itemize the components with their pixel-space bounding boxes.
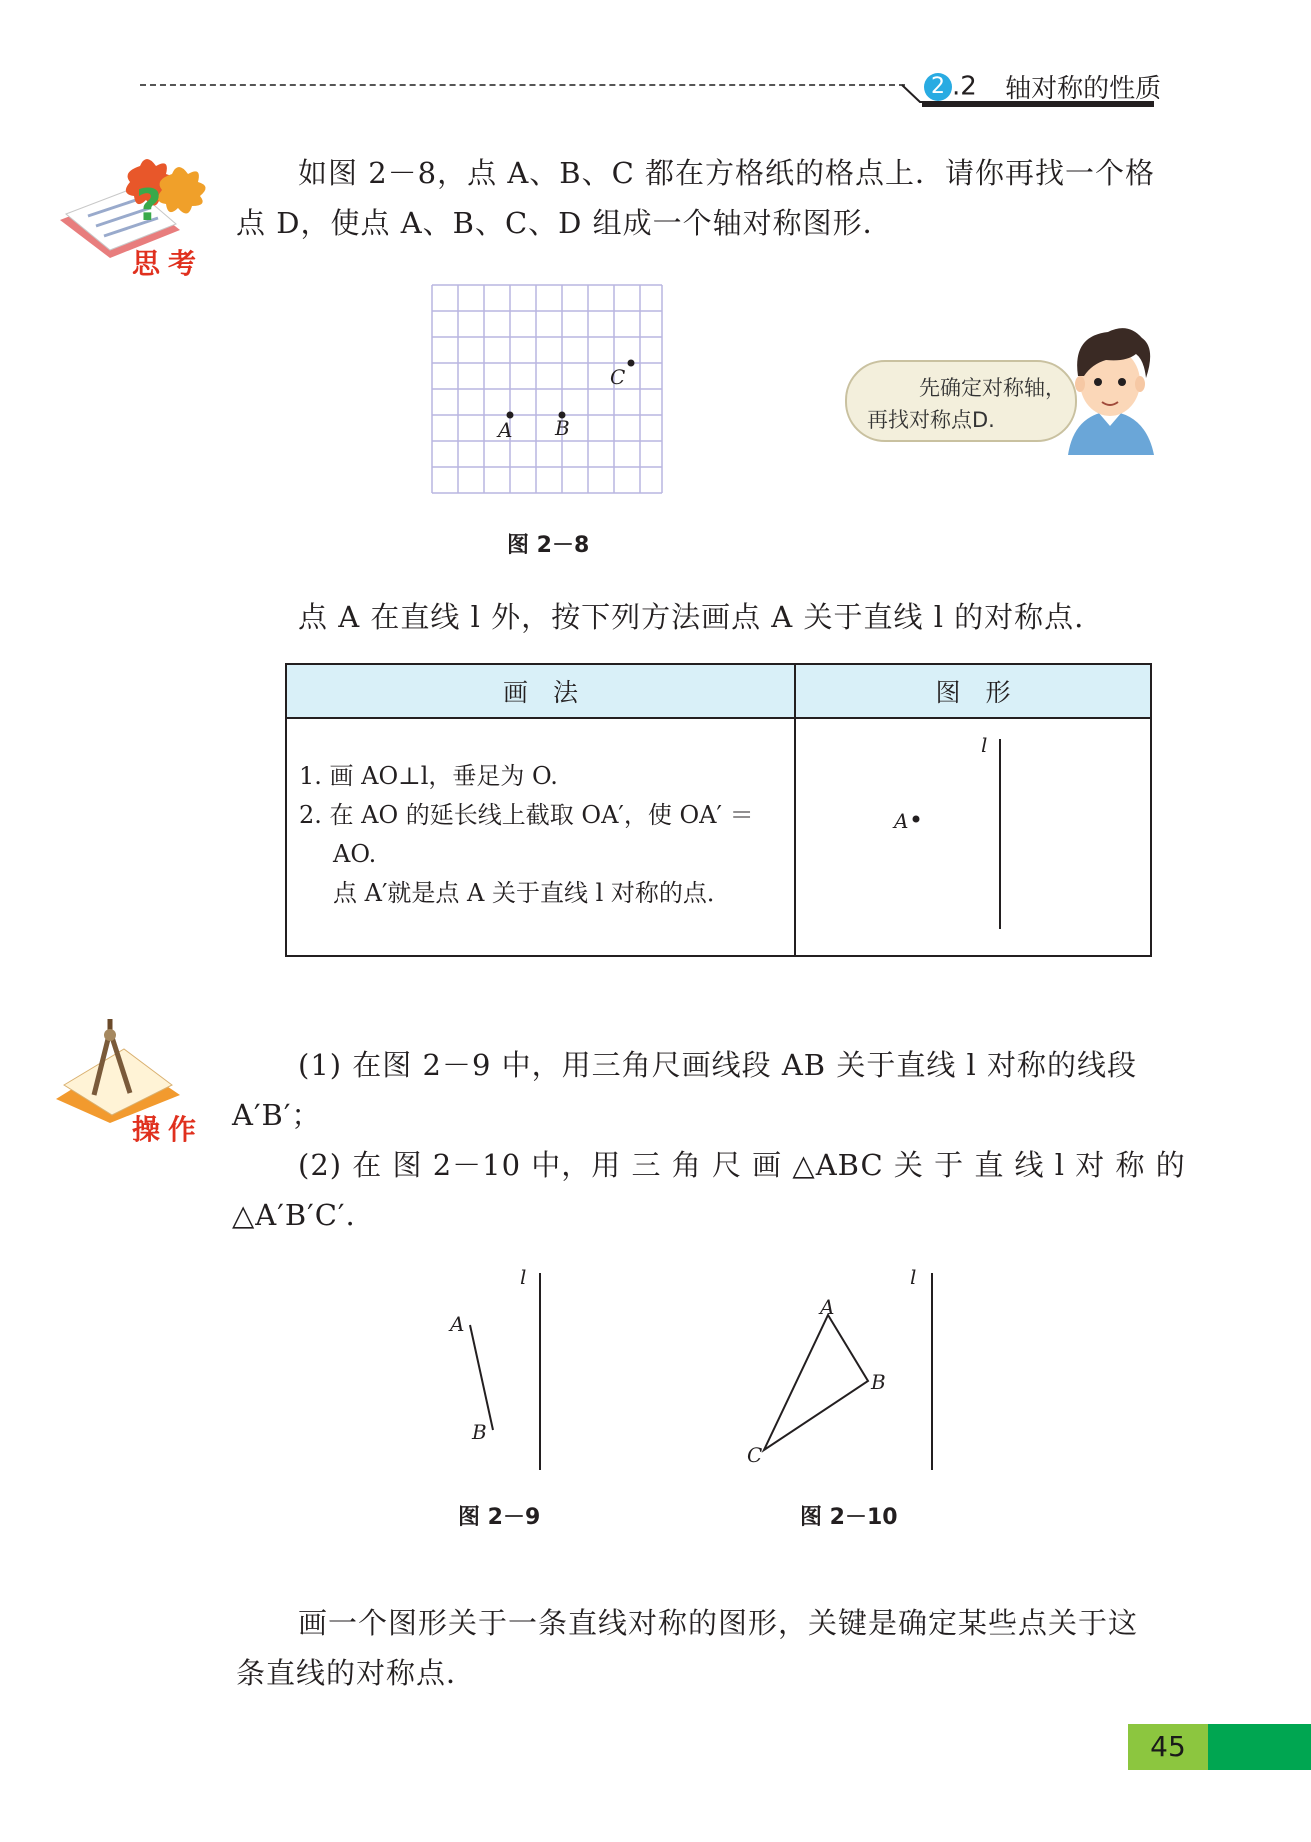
hint-line1: 先确定对称轴， [919, 376, 1066, 400]
fig210-a-label: A [820, 1295, 835, 1319]
method-step-1: 1. 画 AO⊥l，垂足为 O. [299, 762, 558, 790]
figure-2-8-grid [430, 283, 665, 495]
method-step-2a: 2. 在 AO 的延长线上截取 OA′，使 OA′ ＝ [299, 801, 754, 829]
table-figure-drawing [796, 719, 1150, 955]
table-method-cell [286, 718, 795, 956]
operate-badge: 操作 [132, 1113, 205, 1146]
intro-text: 点 A 在直线 l 外，按下列方法画点 A 关于直线 l 的对称点. [298, 600, 1085, 634]
conclusion-line1: 画一个图形关于一条直线对称的图形，关键是确定某些点关于这 [298, 1606, 1139, 1640]
point-c-dot [628, 360, 635, 367]
method-step-2b: AO. [333, 840, 377, 868]
boy-avatar [1060, 320, 1160, 455]
figure-2-9-caption: 图 2－9 [458, 1505, 541, 1530]
hint-speech-bubble [845, 360, 1077, 442]
fig210-b-label: B [871, 1370, 886, 1394]
figure-2-8-caption: 图 2－8 [507, 533, 590, 558]
operate-p1-line2: A′B′； [232, 1098, 322, 1132]
section-title: 轴对称的性质 [1005, 74, 1162, 104]
operate-p2-line2: △A′B′C′. [232, 1198, 356, 1232]
point-a-label: A [498, 418, 513, 442]
operate-p2-line1: (2) 在 图 2－10 中，用 三 角 尺 画 △ABC 关 于 直 线 l 对 称 的 [298, 1148, 1186, 1182]
page-number-box [1128, 1724, 1208, 1770]
triangle-abc [764, 1315, 868, 1450]
table-figure-cell [795, 718, 1151, 956]
hint-line2: 再找对称点D. [867, 408, 995, 432]
page-number-bar [1208, 1724, 1311, 1770]
figure-2-9-drawing [440, 1265, 560, 1475]
point-b-label: B [555, 416, 570, 440]
section-number-badge: 2 [924, 73, 952, 101]
fig210-c-label: C [747, 1443, 763, 1467]
think-icon [52, 150, 212, 280]
fig29-l-label: l [520, 1265, 527, 1289]
point-a-dot [913, 816, 920, 823]
page-number: 45 [1150, 1730, 1186, 1763]
method-table [285, 663, 1152, 957]
point-c-label: C [610, 365, 626, 389]
section-header: 2 .2 轴对称的性质 [924, 68, 1161, 105]
segment-ab [470, 1325, 493, 1430]
operate-p1-line1: (1) 在图 2－9 中，用三角尺画线段 AB 关于直线 l 对称的线段 [298, 1048, 1138, 1082]
fig29-b-label: B [472, 1420, 487, 1444]
table-point-a-label: A [894, 809, 909, 833]
think-badge: 思考 [132, 247, 205, 280]
operate-icon [50, 1015, 210, 1150]
header-dashed-rule [140, 84, 905, 86]
table-header-figure: 图 形 [795, 664, 1151, 718]
think-text-line1: 如图 2－8，点 A、B、C 都在方格纸的格点上．请你再找一个格 [298, 156, 1156, 190]
conclusion-line2: 条直线的对称点． [236, 1656, 477, 1690]
think-text-line2: 点 D，使点 A、B、C、D 组成一个轴对称图形． [236, 206, 893, 240]
figure-2-10-caption: 图 2－10 [800, 1505, 898, 1530]
table-line-l-label: l [981, 733, 988, 757]
svg-text:?: ? [136, 180, 162, 231]
fig29-a-label: A [450, 1312, 465, 1336]
fig210-l-label: l [910, 1265, 917, 1289]
figure-2-10-drawing [740, 1265, 940, 1475]
method-step-3: 点 A′就是点 A 关于直线 l 对称的点． [333, 879, 731, 907]
table-header-method: 画 法 [286, 664, 795, 718]
